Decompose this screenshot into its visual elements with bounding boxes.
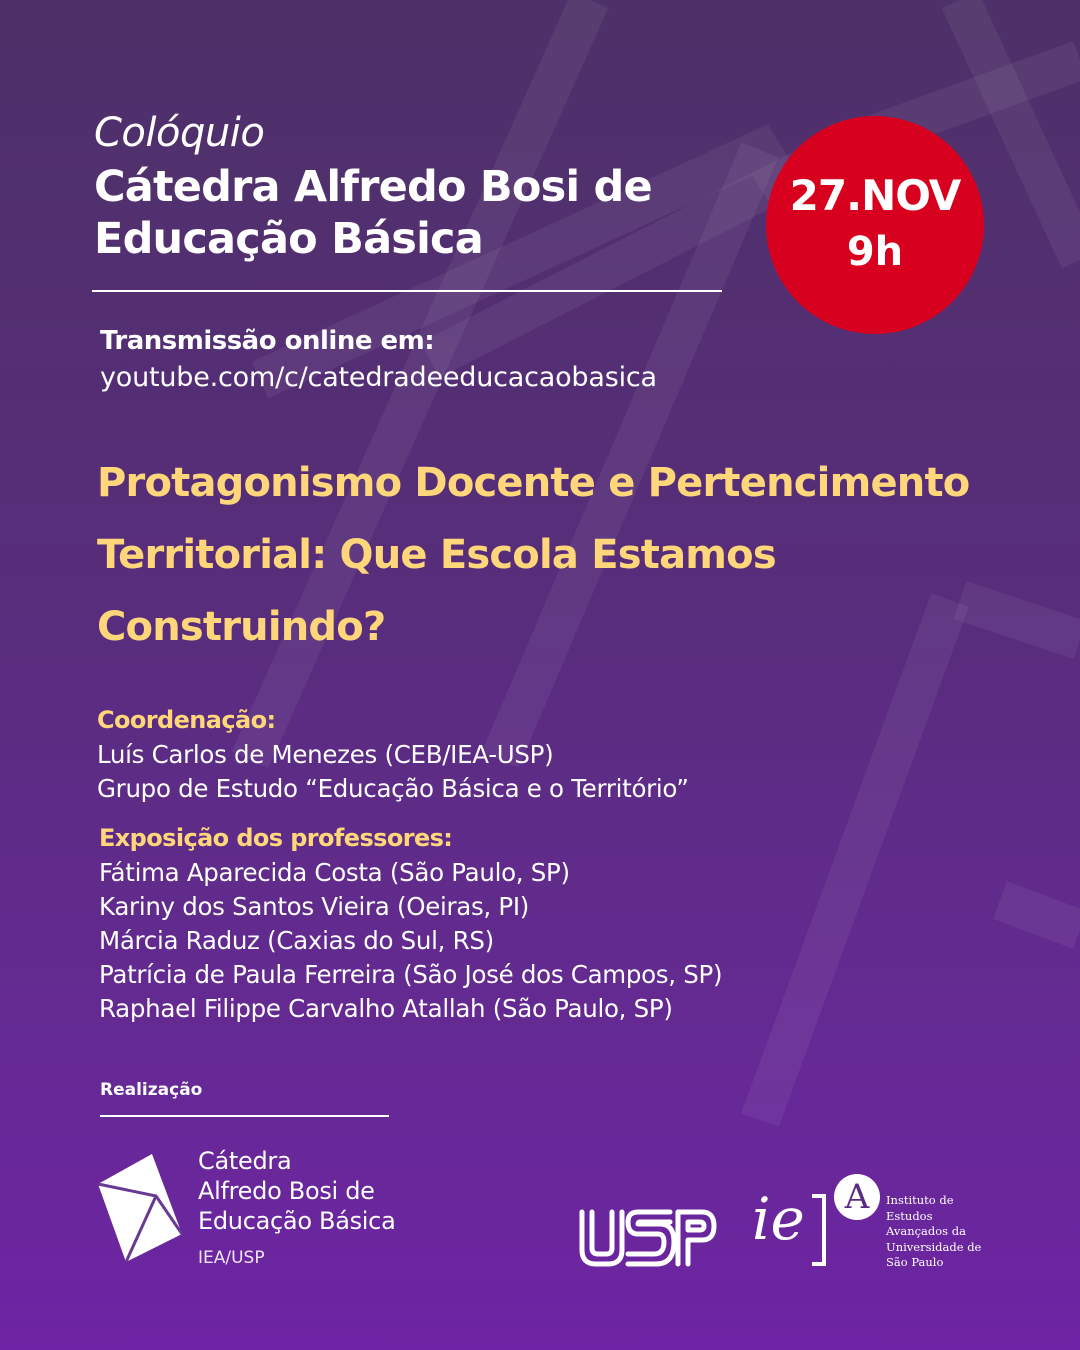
- event-date: 27.NOV: [789, 171, 961, 220]
- catedra-book-icon: [96, 1150, 188, 1266]
- page-title-line2: Educação Básica: [94, 214, 483, 264]
- coordination-line: Luís Carlos de Menezes (CEB/IEA-USP): [97, 740, 554, 769]
- coordination-line: Grupo de Estudo “Educação Básica e o Território”: [97, 774, 689, 803]
- iea-text-line: Universidade de: [886, 1239, 982, 1254]
- stream-url[interactable]: youtube.com/c/catedradeeducacaobasica: [100, 362, 657, 393]
- event-type: Colóquio: [94, 110, 265, 156]
- talk-title-line1: Protagonismo Docente e Pertencimento: [97, 460, 970, 506]
- iea-logo-mark: ie: [752, 1185, 805, 1253]
- catedra-logo-line1: Cátedra: [198, 1147, 292, 1175]
- catedra-logo-sub: IEA/USP: [198, 1248, 265, 1268]
- usp-logo: [578, 1208, 718, 1268]
- talk-title-line2: Territorial: Que Escola Estamos: [97, 532, 776, 578]
- realization-divider: [100, 1115, 389, 1117]
- page-title-line1: Cátedra Alfredo Bosi de: [94, 162, 652, 212]
- catedra-logo-line2: Alfredo Bosi de: [198, 1177, 375, 1205]
- stream-label: Transmissão online em:: [100, 326, 435, 356]
- teacher-item: Patrícia de Paula Ferreira (São José dos Campos, SP): [99, 960, 723, 989]
- iea-text-line: Avançados da: [886, 1224, 966, 1238]
- teacher-item: Márcia Raduz (Caxias do Sul, RS): [99, 926, 494, 955]
- coordination-label: Coordenação:: [97, 706, 276, 734]
- iea-logo-text: [886, 1193, 981, 1271]
- iea-text-line: Instituto de: [886, 1193, 954, 1207]
- iea-text-line: Estudos: [886, 1208, 933, 1223]
- teacher-item: Fátima Aparecida Costa (São Paulo, SP): [99, 858, 570, 887]
- iea-text-line: São Paulo: [886, 1255, 944, 1269]
- iea-bracket-icon: [808, 1194, 828, 1266]
- date-badge: [766, 116, 984, 334]
- teachers-label: Exposição dos professores:: [99, 824, 453, 852]
- iea-circle-icon: [834, 1174, 880, 1220]
- event-time: 9h: [846, 229, 904, 275]
- teacher-item: Raphael Filippe Carvalho Atallah (São Paulo, SP): [99, 994, 673, 1023]
- talk-title-line3: Construindo?: [97, 604, 386, 650]
- realization-label: Realização: [100, 1080, 203, 1100]
- teacher-item: Kariny dos Santos Vieira (Oeiras, PI): [99, 892, 530, 921]
- iea-letter: A: [844, 1177, 870, 1217]
- title-divider: [92, 290, 722, 292]
- catedra-logo-line3: Educação Básica: [198, 1207, 396, 1235]
